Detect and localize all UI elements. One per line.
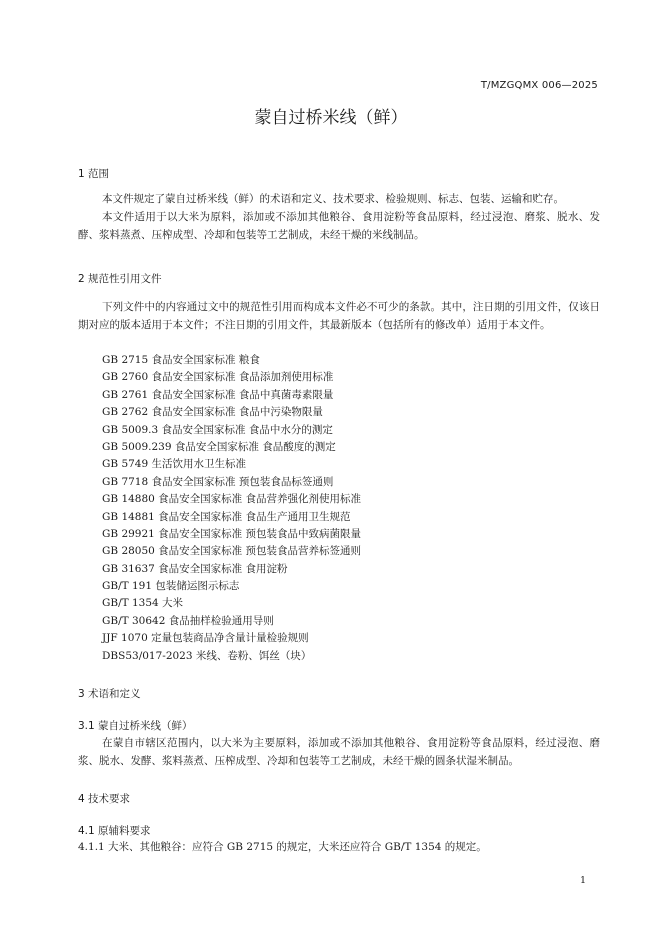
reference-item: GB 29921 食品安全国家标准 预包装食品中致病菌限量 <box>102 527 362 540</box>
reference-item: GB/T 30642 食品抽样检验通用导则 <box>102 614 274 627</box>
reference-item: GB 14881 食品安全国家标准 食品生产通用卫生规范 <box>102 510 351 523</box>
reference-item: GB 28050 食品安全国家标准 预包装食品营养标签通则 <box>102 545 362 558</box>
reference-item: GB 2760 食品安全国家标准 食品添加剂使用标准 <box>102 371 334 384</box>
reference-item: GB 14880 食品安全国家标准 食品营养强化剂使用标准 <box>102 493 362 506</box>
section-3-heading: 3 术语和定义 <box>78 688 141 700</box>
reference-list <box>102 352 361 665</box>
section-2-intro: 下列文件中的内容通过文中的规范性引用而构成本文件必不可少的条款。其中，注日期的引用文件，仅该日期对应的版本适用于本文件；不注日期的引用文件，其最新版本（包括所有的修改单）适用于本文件。 <box>78 301 600 331</box>
section-4-1-1-item: 4.1.1 大米、其他粮谷：应符合 GB 2715 的规定，大米还应符合 GB/T 1354 的规定。 <box>78 841 487 853</box>
page-number: 1 <box>579 875 586 886</box>
document-code: T/MZGQMX 006—2025 <box>480 80 598 91</box>
section-1-paragraph-2: 本文件适用于以大米为原料，添加或不添加其他粮谷、食用淀粉等食品原料，经过浸泡、磨浆、脱水、发酵、浆料蒸煮、压榨成型、冷却和包装等工艺制成，未经干燥的米线制品。 <box>78 211 600 241</box>
reference-item: JJF 1070 定量包装商品净含量计量检验规则 <box>102 632 309 645</box>
reference-item: DBS53/017-2023 米线、卷粉、饵丝（块） <box>102 649 312 662</box>
section-1-paragraph-1: 本文件规定了蒙自过桥米线（鲜）的术语和定义、技术要求、检验规则、标志、包装、运输和贮存。 <box>102 193 564 205</box>
document-title: 蒙自过桥米线（鲜） <box>254 108 408 128</box>
reference-item: GB/T 191 包装储运图示标志 <box>102 580 240 593</box>
section-2-heading: 2 规范性引用文件 <box>78 273 162 285</box>
reference-item: GB/T 1354 大米 <box>102 597 184 610</box>
reference-item: GB 2761 食品安全国家标准 食品中真菌毒素限量 <box>102 388 334 401</box>
reference-item: GB 7718 食品安全国家标准 预包装食品标签通则 <box>102 475 334 488</box>
section-1-heading: 1 范围 <box>78 168 110 180</box>
reference-item: GB 5009.239 食品安全国家标准 食品酸度的测定 <box>102 440 336 453</box>
section-4-heading: 4 技术要求 <box>78 793 131 805</box>
reference-item: GB 2715 食品安全国家标准 粮食 <box>102 354 260 366</box>
reference-item: GB 2762 食品安全国家标准 食品中污染物限量 <box>102 406 323 419</box>
reference-item: GB 31637 食品安全国家标准 食用淀粉 <box>102 562 288 575</box>
section-3-1-heading: 3.1 蒙自过桥米线（鲜） <box>78 720 193 732</box>
reference-item: GB 5749 生活饮用水卫生标准 <box>102 458 247 471</box>
reference-item: GB 5009.3 食品安全国家标准 食品中水分的测定 <box>102 423 333 436</box>
section-4-1-heading: 4.1 原辅料要求 <box>78 825 151 837</box>
section-3-1-definition: 在蒙自市辖区范围内，以大米为主要原料，添加或不添加其他粮谷、食用淀粉等食品原料，经过浸泡、磨浆、脱水、发酵、浆料蒸煮、压榨成型、冷却和包装等工艺制成，未经干燥的圆条状湿米制品。 <box>78 737 600 767</box>
